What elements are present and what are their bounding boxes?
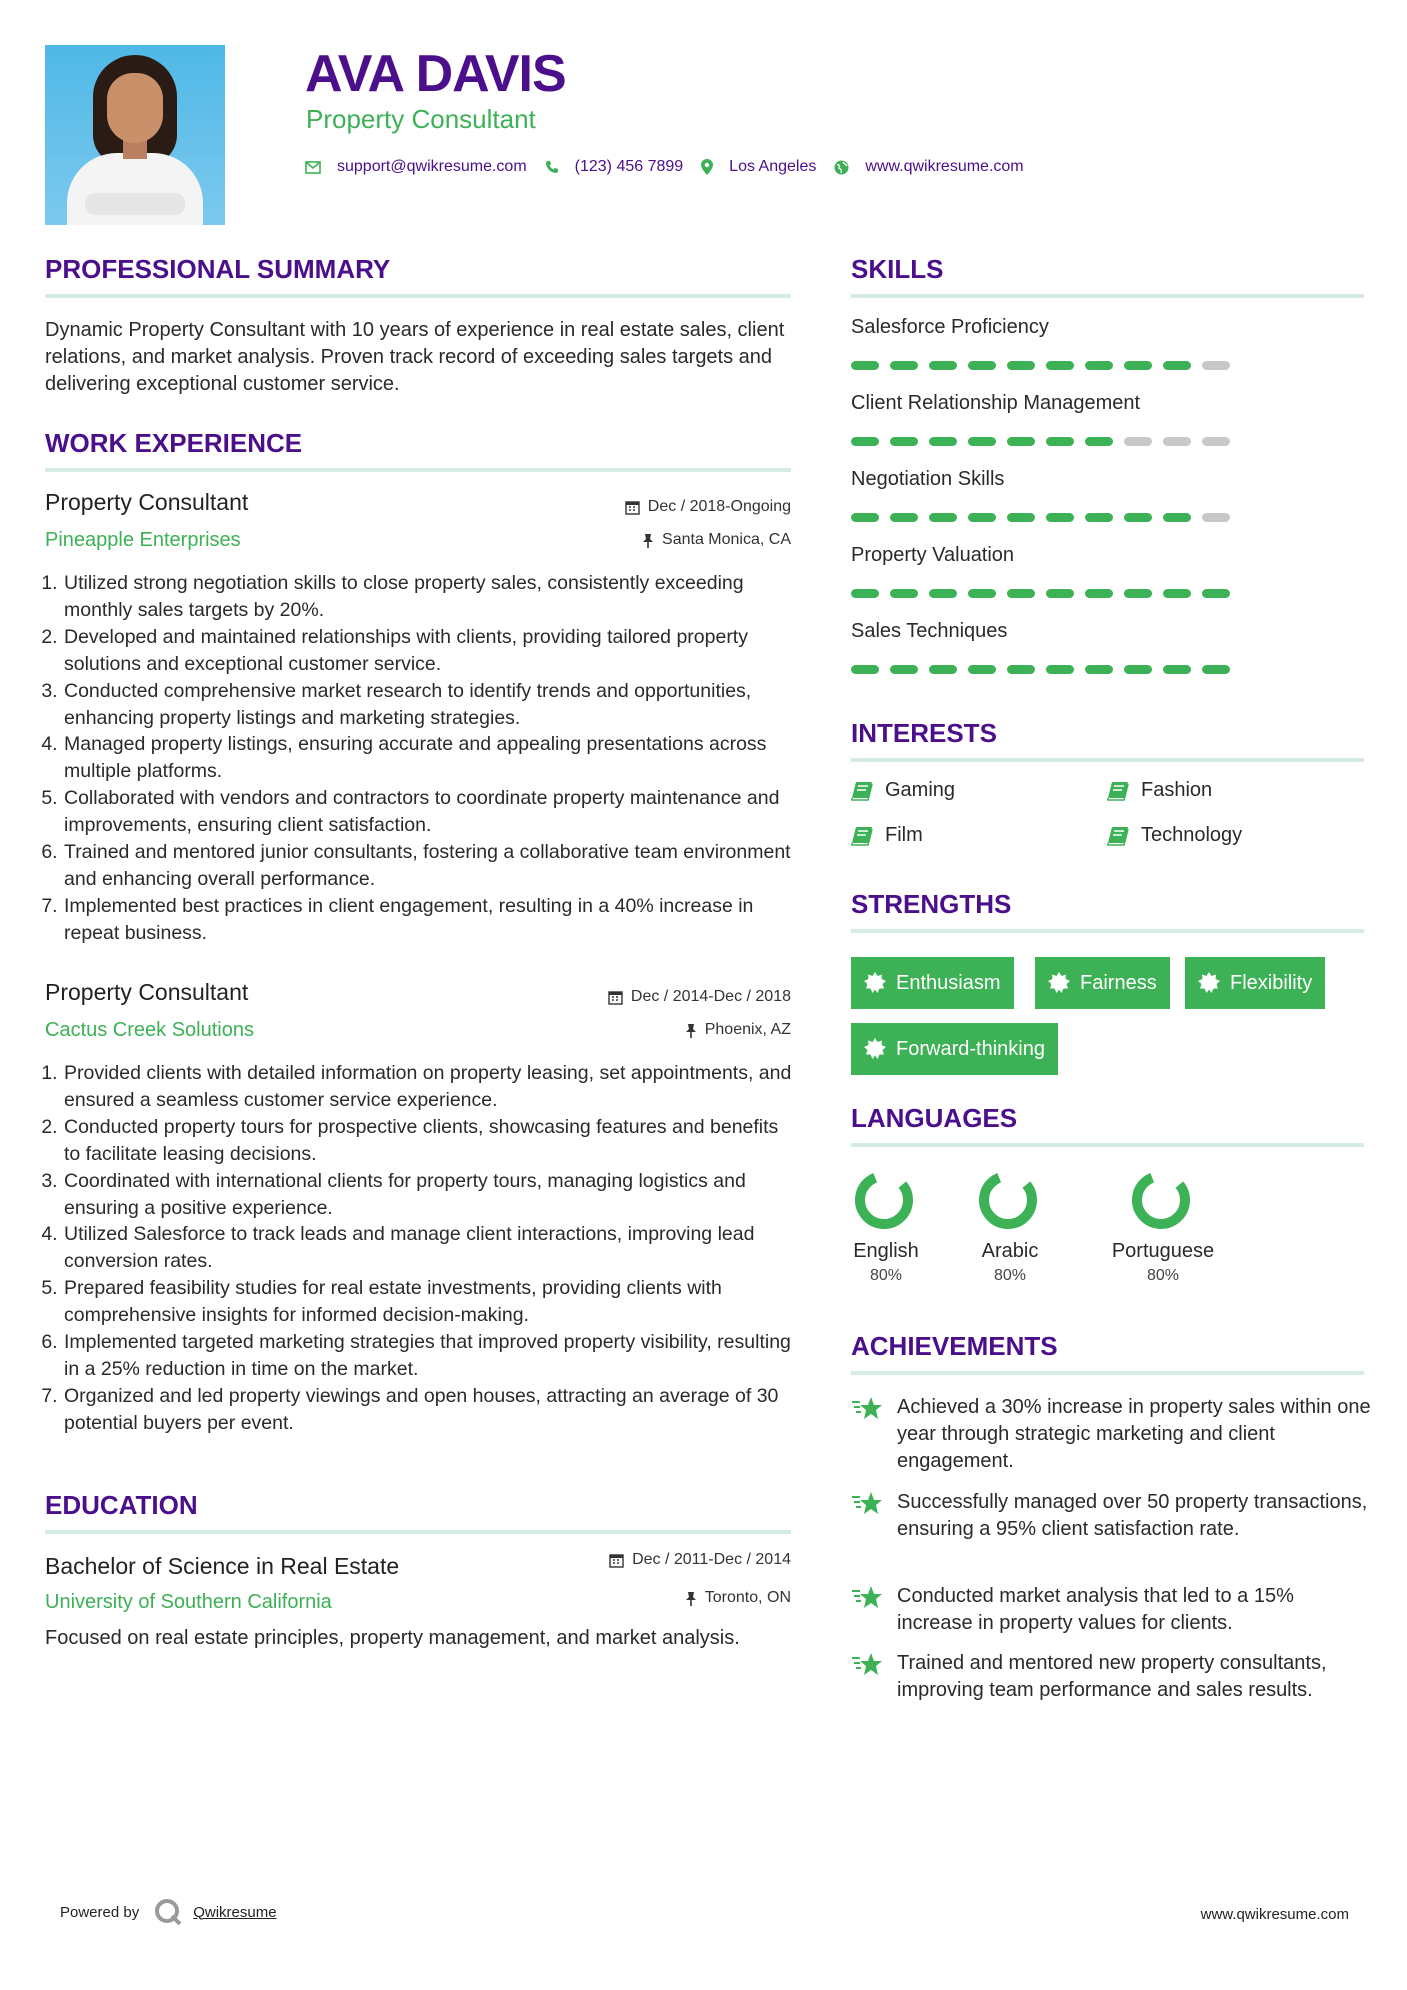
skill-dash-empty	[1163, 437, 1191, 446]
strength-label: Forward-thinking	[896, 1037, 1045, 1060]
interest-item	[851, 824, 923, 847]
job-company: Pineapple Enterprises	[45, 529, 241, 551]
list-item: 5. Prepared feasibility studies for real estate investments, providing clients with comprehensive insights for informed decision-making.	[63, 1275, 795, 1329]
book-icon	[1107, 826, 1129, 846]
skill-dash-filled	[1085, 589, 1113, 598]
strength-label: Fairness	[1080, 971, 1157, 994]
skill-dash-filled	[890, 589, 918, 598]
language-percent: 80%	[869, 1267, 903, 1284]
skill-dash-empty	[1202, 513, 1230, 522]
summary-divider	[45, 294, 791, 298]
strength-badge	[1035, 957, 1170, 1009]
list-item: 2. Developed and maintained relationships with clients, providing tailored property solutions and exceptional customer service.	[63, 624, 795, 678]
email-text: support@qwikresume.com	[337, 158, 527, 175]
skill-dash-filled	[890, 513, 918, 522]
badge-seal-icon	[864, 972, 886, 994]
skill-dash-filled	[968, 437, 996, 446]
footer-website[interactable]: www.qwikresume.com	[1200, 1906, 1349, 1923]
education-heading: EDUCATION	[45, 1490, 198, 1520]
skill-dash-filled	[929, 513, 957, 522]
skill-dash-filled	[1007, 589, 1035, 598]
work-divider	[45, 468, 791, 472]
skill-dash-filled	[929, 665, 957, 674]
skill-dash-filled	[1085, 361, 1113, 370]
skill-dash-empty	[1124, 437, 1152, 446]
skills-heading: SKILLS	[851, 254, 944, 284]
job-company: Cactus Creek Solutions	[45, 1019, 254, 1041]
star-achievement-icon	[851, 1652, 883, 1678]
skill-dash-filled	[968, 361, 996, 370]
skill-dash-filled	[851, 437, 879, 446]
contact-email[interactable]	[305, 158, 527, 176]
badge-seal-icon	[864, 1038, 886, 1060]
skill-dash-filled	[1085, 437, 1113, 446]
contact-phone[interactable]	[545, 158, 684, 176]
calendar-icon	[609, 1553, 624, 1568]
list-item: 7. Implemented best practices in client engagement, resulting in a 40% increase in repeat business.	[63, 893, 795, 947]
skill-dash-filled	[968, 513, 996, 522]
language-name: English	[853, 1240, 919, 1262]
languages-heading: LANGUAGES	[851, 1103, 1018, 1133]
skill-dash-filled	[1163, 589, 1191, 598]
language-progress-ring	[1131, 1168, 1195, 1232]
language-percent: 80%	[993, 1267, 1027, 1284]
skill-name: Negotiation Skills	[851, 468, 1005, 490]
strengths-divider	[851, 929, 1364, 933]
skill-dash-filled	[1163, 513, 1191, 522]
achievement-item	[851, 1583, 1371, 1637]
skill-level-bar	[851, 513, 1241, 522]
interests-divider	[851, 758, 1364, 762]
skill-dash-filled	[1124, 665, 1152, 674]
list-item: 1. Utilized strong negotiation skills to close property sales, consistently exceeding monthly sales targets by 20%.	[63, 570, 795, 624]
skill-dash-filled	[890, 361, 918, 370]
list-item: 6. Implemented targeted marketing strategies that improved property visibility, resulting in a 25% reduction in time on the market.	[63, 1329, 795, 1383]
achievement-item	[851, 1489, 1371, 1543]
skill-dash-filled	[929, 437, 957, 446]
book-icon	[1107, 781, 1129, 801]
strengths-heading: STRENGTHS	[851, 889, 1012, 919]
strength-badge	[851, 1023, 1058, 1075]
language-progress-arc	[1131, 1168, 1195, 1232]
skill-dash-filled	[1163, 361, 1191, 370]
skill-name: Sales Techniques	[851, 620, 1008, 642]
badge-seal-icon	[1048, 972, 1070, 994]
candidate-name: AVA DAVIS	[305, 45, 566, 103]
list-item: 4. Managed property listings, ensuring accurate and appealing presentations across multiple platforms.	[63, 731, 795, 785]
interest-label: Technology	[1141, 824, 1243, 846]
job-title: Property Consultant	[45, 489, 249, 515]
skill-level-bar	[851, 589, 1241, 598]
book-icon	[851, 781, 873, 801]
book-icon	[851, 826, 873, 846]
job-location-text: Santa Monica, CA	[662, 531, 791, 548]
location-text: Los Angeles	[729, 158, 817, 175]
list-item: 2. Conducted property tours for prospective clients, showcasing features and benefits to facilitate leasing decisions.	[63, 1114, 795, 1168]
contact-bar	[305, 158, 1042, 176]
summary-text: Dynamic Property Consultant with 10 years of experience in real estate sales, client relations, and market analysis. Proven track record of exceeding sales targets and delivering exceptional customer service.	[45, 319, 785, 395]
skills-divider	[851, 294, 1364, 298]
summary-heading: PROFESSIONAL SUMMARY	[45, 254, 391, 284]
footer-powered-by	[60, 1897, 277, 1927]
contact-website[interactable]	[834, 158, 1023, 176]
list-item: 7. Organized and led property viewings and open houses, attracting an average of 30 potential buyers per event.	[63, 1383, 795, 1437]
skill-dash-empty	[1202, 361, 1230, 370]
badge-seal-icon	[1198, 972, 1220, 994]
language-name: Arabic	[981, 1240, 1039, 1262]
job-bullet-list	[45, 570, 795, 947]
envelope-icon	[305, 161, 321, 174]
job-date	[560, 498, 791, 516]
star-achievement-icon	[851, 1491, 883, 1517]
skill-dash-filled	[1046, 361, 1074, 370]
list-item: 3. Conducted comprehensive market research to identify trends and opportunities, enhancing property listings and marketing strategies.	[63, 678, 795, 732]
list-item: 3. Coordinated with international clients for property tours, managing logistics and ensuring a positive experience.	[63, 1168, 795, 1222]
skill-dash-filled	[1046, 665, 1074, 674]
brand-link[interactable]: Qwikresume	[193, 1903, 277, 1921]
qwikresume-logo-icon	[153, 1897, 183, 1927]
language-progress-ring	[978, 1168, 1042, 1232]
skill-dash-filled	[1085, 513, 1113, 522]
skill-dash-filled	[1085, 665, 1113, 674]
achievement-item	[851, 1394, 1371, 1475]
candidate-title: Property Consultant	[306, 104, 536, 134]
achievement-item	[851, 1650, 1371, 1704]
skill-name: Property Valuation	[851, 544, 1015, 566]
achievements-divider	[851, 1371, 1364, 1375]
language-item	[1105, 1168, 1221, 1285]
skill-dash-filled	[1124, 589, 1152, 598]
calendar-icon	[625, 500, 640, 515]
list-item: 6. Trained and mentored junior consultants, fostering a collaborative team environment and enhancing overall performance.	[63, 839, 795, 893]
list-item: 5. Collaborated with vendors and contractors to coordinate property maintenance and improvements, ensuring client satisfaction.	[63, 785, 795, 839]
job-title: Property Consultant	[45, 979, 249, 1005]
education-description: Focused on real estate principles, property management, and market analysis.	[45, 1627, 740, 1649]
profile-photo	[45, 45, 225, 225]
skill-name: Client Relationship Management	[851, 392, 1141, 414]
star-achievement-icon	[851, 1396, 883, 1422]
contact-location	[701, 158, 816, 176]
job-bullet-list	[45, 1060, 795, 1437]
achievements-heading: ACHIEVEMENTS	[851, 1331, 1058, 1361]
language-name: Portuguese	[1111, 1240, 1215, 1262]
skill-dash-filled	[1202, 589, 1230, 598]
skill-level-bar	[851, 665, 1241, 674]
skill-dash-filled	[1007, 513, 1035, 522]
job-location-text: Phoenix, AZ	[704, 1021, 791, 1038]
job-date-text: Dec / 2014-Dec / 2018	[630, 988, 791, 1005]
job-location	[560, 531, 791, 549]
skill-dash-filled	[1007, 665, 1035, 674]
skill-dash-filled	[851, 361, 879, 370]
star-achievement-icon	[851, 1585, 883, 1611]
pushpin-icon	[642, 533, 654, 548]
skill-name: Salesforce Proficiency	[851, 316, 1049, 338]
interest-label: Film	[885, 824, 923, 846]
skill-dash-filled	[890, 437, 918, 446]
interest-item	[1107, 824, 1242, 847]
interest-item	[1107, 779, 1212, 802]
achievement-text: Trained and mentored new property consultants, improving team performance and sales results.	[897, 1652, 1327, 1701]
education-location	[560, 1589, 791, 1607]
language-progress-arc	[978, 1168, 1042, 1232]
phone-text: (123) 456 7899	[574, 158, 684, 175]
skill-dash-filled	[968, 589, 996, 598]
skill-dash-filled	[1046, 437, 1074, 446]
strength-badge	[1185, 957, 1325, 1009]
education-date-text: Dec / 2011-Dec / 2014	[632, 1551, 791, 1568]
skill-dash-filled	[851, 589, 879, 598]
languages-divider	[851, 1143, 1364, 1147]
calendar-icon	[608, 990, 623, 1005]
strength-label: Flexibility	[1230, 971, 1313, 994]
skill-dash-filled	[968, 665, 996, 674]
skill-level-bar	[851, 437, 1241, 446]
globe-icon	[834, 160, 849, 175]
skill-dash-filled	[1046, 589, 1074, 598]
work-heading: WORK EXPERIENCE	[45, 428, 303, 458]
skill-dash-filled	[1046, 513, 1074, 522]
interests-heading: INTERESTS	[851, 718, 997, 748]
interest-label: Fashion	[1141, 779, 1213, 801]
strength-badge	[851, 957, 1014, 1009]
powered-by-text: Powered by	[60, 1903, 140, 1921]
job-date-text: Dec / 2018-Ongoing	[647, 498, 791, 515]
skill-dash-filled	[1124, 361, 1152, 370]
skill-dash-filled	[929, 361, 957, 370]
interest-item	[851, 779, 955, 802]
pushpin-icon	[685, 1023, 697, 1038]
achievement-text: Conducted market analysis that led to a 15% increase in property values for clients.	[897, 1585, 1294, 1634]
list-item: 4. Utilized Salesforce to track leads and manage client interactions, improving lead conversion rates.	[63, 1221, 795, 1275]
pushpin-icon	[685, 1591, 697, 1606]
strength-label: Enthusiasm	[896, 971, 1001, 994]
language-percent: 80%	[1146, 1267, 1180, 1284]
language-progress-ring	[854, 1168, 918, 1232]
website-text: www.qwikresume.com	[865, 158, 1024, 175]
achievement-text: Successfully managed over 50 property transactions, ensuring a 95% client satisfaction rate.	[897, 1491, 1368, 1540]
interest-label: Gaming	[885, 779, 956, 801]
skill-dash-filled	[1007, 437, 1035, 446]
achievement-text: Achieved a 30% increase in property sales within one year through strategic marketing and client engagement.	[897, 1396, 1371, 1472]
skill-dash-filled	[929, 589, 957, 598]
skill-dash-filled	[1007, 361, 1035, 370]
job-date	[540, 988, 791, 1006]
skill-dash-filled	[1202, 665, 1230, 674]
language-item	[978, 1168, 1042, 1285]
school-name: University of Southern California	[45, 1591, 332, 1613]
skill-dash-empty	[1202, 437, 1230, 446]
degree-title: Bachelor of Science in Real Estate	[45, 1553, 400, 1579]
job-location	[560, 1021, 791, 1039]
skill-dash-filled	[1124, 513, 1152, 522]
skill-dash-filled	[890, 665, 918, 674]
skill-dash-filled	[851, 513, 879, 522]
skill-dash-filled	[1163, 665, 1191, 674]
education-location-text: Toronto, ON	[704, 1589, 791, 1606]
skill-dash-filled	[851, 665, 879, 674]
list-item: 1. Provided clients with detailed information on property leasing, set appointments, and ensured a seamless customer service experience.	[63, 1060, 795, 1114]
language-item	[851, 1168, 921, 1285]
phone-icon	[545, 160, 559, 174]
map-pin-icon	[701, 159, 713, 175]
education-date	[540, 1551, 791, 1569]
skill-level-bar	[851, 361, 1241, 370]
language-progress-arc	[854, 1168, 918, 1232]
education-divider	[45, 1530, 791, 1534]
